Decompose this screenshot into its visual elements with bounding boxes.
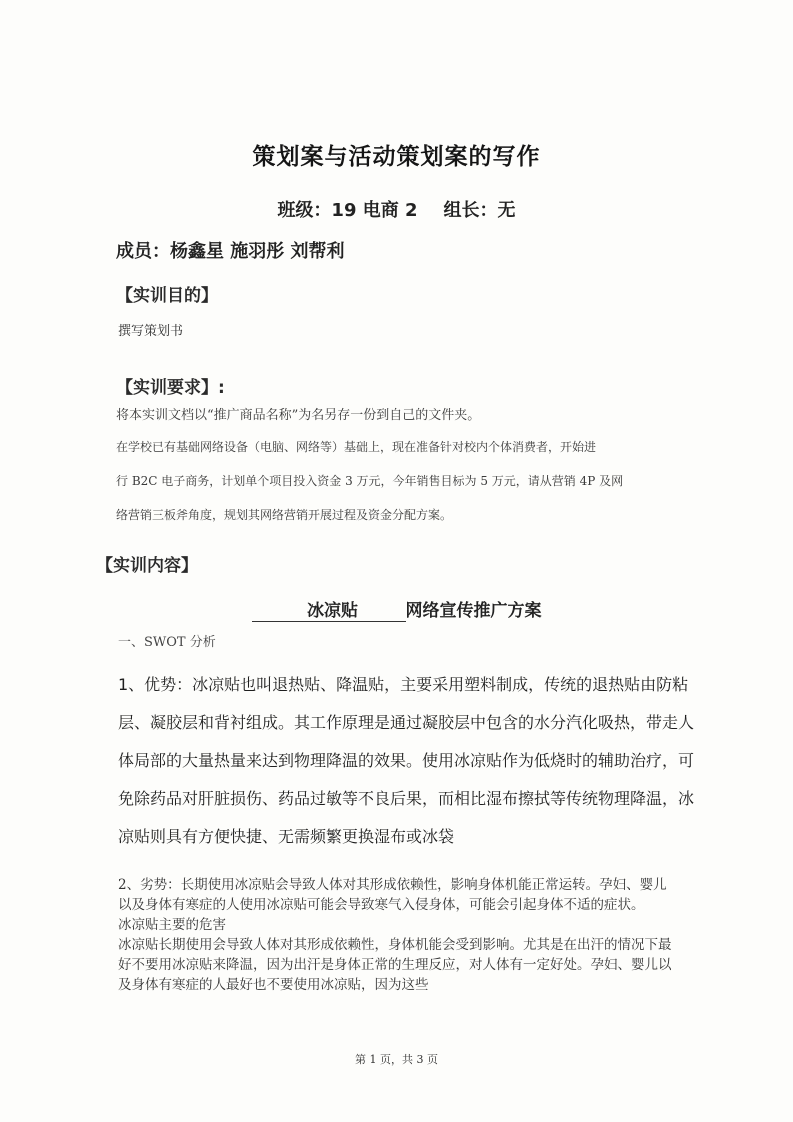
- harm-paragraph: 冰凉贴长期使用会导致人体对其形成依赖性，身体机能会受到影响。尤其是在出汗的情况下最好不要用冰凉贴来降温，因为出汗是身体正常的生理反应，对人体有一定好处。孕妇、婴儿以及身体有寒症的人最好也不要使用冰凉贴，因为这些: [118, 937, 672, 993]
- plan-title-product-blank: [252, 596, 384, 622]
- plan-title: [0, 596, 793, 622]
- disadvantage-paragraph: 2、劣势：长期使用冰凉贴会导致人体对其形成依赖性，影响身体机能正常运转。孕妇、婴儿以及身体有寒症的人使用冰凉贴可能会导致寒气入侵身体，可能会引起身体不适的症状。: [118, 877, 667, 913]
- plan-title-underline-gap: [384, 601, 406, 622]
- requirements-line-2: 在学校已有基础网络设备（电脑、网络等）基础上，现在准备针对校内个体消费者，开始进: [116, 440, 597, 454]
- harm-heading: 冰凉贴主要的危害: [118, 917, 226, 933]
- purpose-heading: 【实训目的】: [116, 286, 218, 306]
- class-leader-line: [0, 196, 793, 222]
- advantage-paragraph: 1、优势：冰凉贴也叫退热贴、降温贴，主要采用塑料制成，传统的退热贴由防粘层、凝胶层和背衬组成。其工作原理是通过凝胶层中包含的水分汽化吸热，带走人体局部的大量热量来达到物理降温的效果。使用冰凉贴作为低烧时的辅助治疗，可免除药品对肝脏损伤、药品过敏等不良后果，而相比湿布擦拭等传统物理降温，冰凉贴则具有方便快捷、无需频繁更换湿布或冰袋: [118, 675, 695, 846]
- purpose-text: 撰写策划书: [118, 324, 184, 339]
- leader-label: 组长：无: [443, 200, 516, 221]
- disadvantage-section: [118, 875, 678, 995]
- members-line: 成员：杨鑫星 施羽彤 刘帮利: [116, 241, 345, 262]
- requirements-line-4: 络营销三板斧角度，规划其网络营销开展过程及资金分配方案。: [116, 508, 453, 522]
- class-label: 班级：19 电商 2: [277, 200, 418, 221]
- plan-title-rest: 网络宣传推广方案: [405, 601, 542, 621]
- requirements-line-3: 行 B2C 电子商务，计划单个项目投入资金 3 万元，今年销售目标为 5 万元，请从营销 4P 及网: [116, 474, 624, 488]
- page-footer: 第 1 页，共 3 页: [355, 1053, 438, 1066]
- swot-heading: 一、SWOT 分析: [118, 635, 216, 650]
- requirements-line-1: 将本实训文档以“推广商品名称”为名另存一份到自己的文件夹。: [116, 408, 481, 423]
- document-title: 策划案与活动策划案的写作: [252, 144, 541, 170]
- plan-title-product: 冰凉贴: [307, 601, 358, 621]
- requirements-heading: 【实训要求】:: [116, 378, 225, 398]
- content-heading: 【实训内容】: [96, 556, 198, 576]
